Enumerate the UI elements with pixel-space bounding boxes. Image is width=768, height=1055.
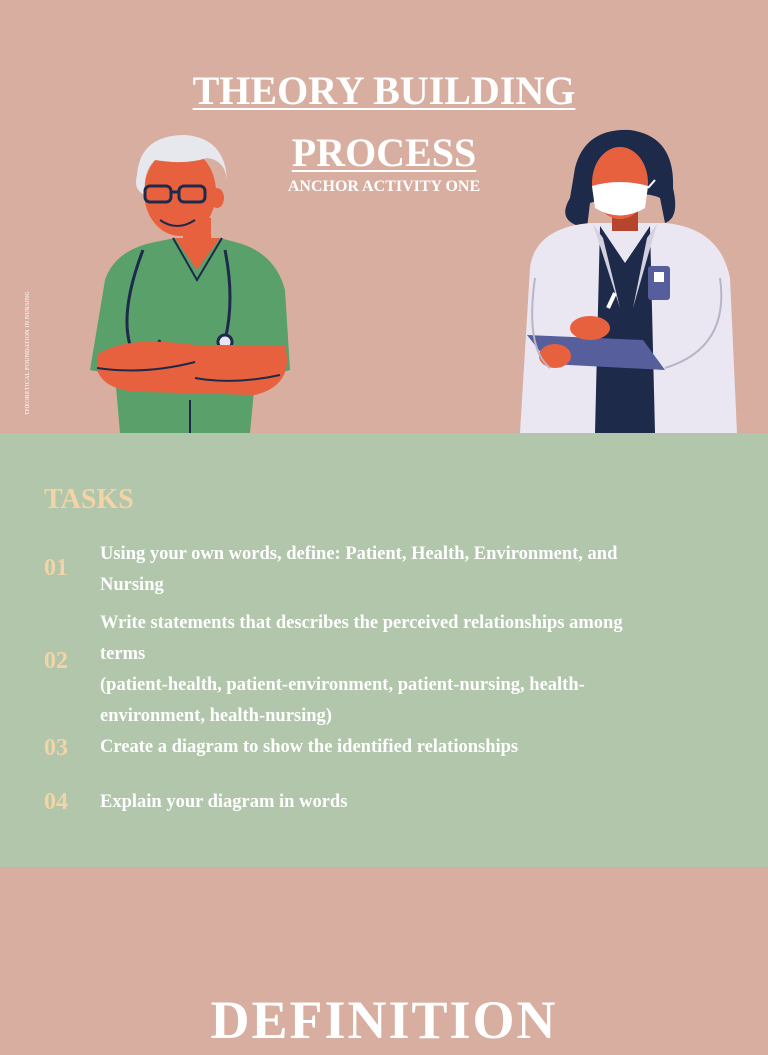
page-title-line2: PROCESS: [291, 130, 477, 175]
page-subtitle: ANCHOR ACTIVITY ONE: [287, 178, 481, 195]
task-text: [100, 608, 715, 732]
task-line: Explain your diagram in words: [100, 792, 348, 812]
task-line: Write statements that describes the perceived relationships among: [100, 613, 623, 633]
task-line: (patient-health, patient-environment, patient-nursing, health-: [100, 675, 585, 695]
id-badge-icon: [648, 266, 670, 300]
vertical-course-label: THEORETICAL FOUNDATION IN NURSING: [25, 291, 31, 415]
task-number: 02: [44, 648, 68, 674]
task-number: 04: [44, 789, 68, 815]
tasks-heading: TASKS: [44, 484, 134, 515]
task-line: Create a diagram to show the identified relationships: [100, 737, 519, 757]
task-text: [100, 539, 715, 601]
task-number: 01: [44, 555, 68, 581]
task-line: Nursing: [100, 575, 164, 595]
page-title-line1: THEORY BUILDING: [192, 68, 576, 113]
task-line: Using your own words, define: Patient, Health, Environment, and: [100, 544, 618, 564]
senior-nurse-illustration: [85, 130, 295, 433]
next-section-heading: DEFINITION: [210, 990, 558, 1050]
task-number: 03: [44, 735, 68, 761]
task-text: [100, 787, 715, 818]
task-text: [100, 732, 715, 763]
task-line: terms: [100, 644, 146, 664]
task-line: environment, health-nursing): [100, 706, 332, 726]
doctor-with-mask-illustration: [515, 128, 740, 433]
